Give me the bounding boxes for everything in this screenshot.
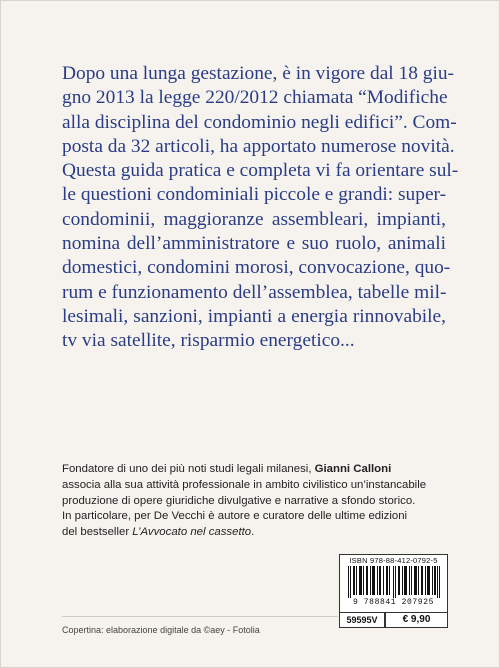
blurb-text [62,62,459,354]
blurb-line: gno 2013 la legge 220/2012 chiamata “Modifiche [62,87,448,109]
blurb-line: domestici, condomini morosi, convocazione, quo- [62,257,451,279]
blurb-line: Questa guida pratica e completa vi fa orientare sul- [62,160,459,182]
bio-text: . [251,526,255,539]
author-name: Gianni Calloni [314,463,392,475]
bio-line [62,462,448,478]
blurb-line: Dopo una lunga gestazione, è in vigore dal 18 giu- [62,63,455,84]
blurb-line: le questioni condominiali piccole e grandi: super- [62,184,447,206]
divider [62,616,338,617]
blurb-line: lesimali, sanzioni, impianti a energia rinnovabile, [62,305,446,327]
blurb-line: nomina dell’amministratore e suo ruolo, animali [62,233,446,255]
bio-text: del bestseller [62,526,133,539]
author-bio [62,462,448,541]
blurb-line: tv via satellite, risparmio energetico... [62,330,355,352]
blurb-line: alla disciplina del condominio negli edifici”. Com- [62,111,457,133]
bio-line [62,525,448,541]
blurb-line: condominii, maggioranze assembleari, impianti, [62,208,446,230]
barcode-box [339,554,448,613]
barcode-icon [348,566,440,598]
bio-line: In particolare, per De Vecchi è autore e curatore delle ultime edizioni [62,510,408,523]
price-label: € 9,90 [385,612,448,628]
bio-line: associa alla sua attività professionale in ambito civilistico un’instancabile [62,478,427,491]
blurb-line: posta da 32 articoli, ha apportato numerose novità. [62,135,455,157]
isbn-label: ISBN 978-88-412-0792-5 [349,556,438,565]
bio-line: produzione di opere giuridiche divulgative e narrative a sfondo storico. [62,494,416,507]
barcode-digits: 9 788841 207925 [352,598,434,607]
blurb-line: rum e funzionamento dell’assemblea, tabelle mil- [62,281,447,303]
cover-credit: Copertina: elaborazione digitale da ©aey - Fotolia [62,625,260,635]
book-title: L’Avvocato nel cassetto [132,526,252,539]
price-row [339,612,448,627]
bio-text: Fondatore di uno dei più noti studi legali milanesi, [62,463,315,475]
product-code: 59595V [339,612,385,628]
